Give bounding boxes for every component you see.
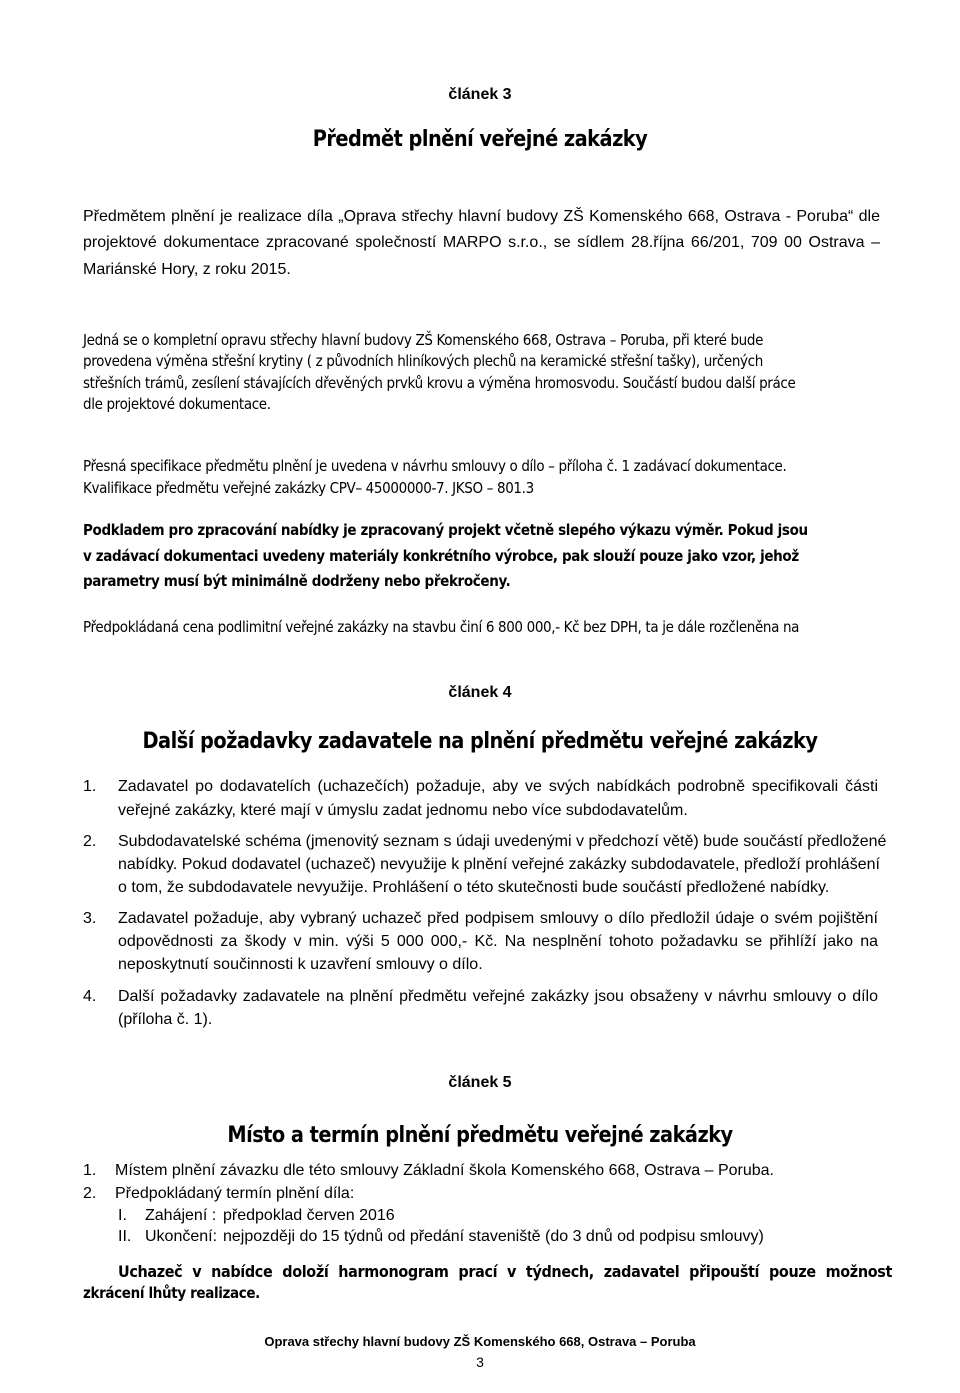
- term-1-value: předpoklad červen 2016: [223, 1207, 395, 1224]
- a4-item-3-number: 3.: [83, 910, 97, 927]
- a4-item-4-line-1: Další požadavky zadavatele na plnění předmětu veřejné zakázky jsou obsaženy v návrhu smlouvy o dílo: [118, 988, 878, 1005]
- note-line-2: zkrácení lhůty realizace.: [83, 1284, 260, 1302]
- page-number: 3: [476, 1354, 484, 1370]
- a5-item-1-text: Místem plnění závazku dle této smlouvy Základní škola Komenského 668, Ostrava – Poruba.: [115, 1162, 774, 1179]
- basis-line-3: parametry musí být minimálně dodrženy nebo překročeny.: [83, 572, 511, 590]
- article-5-label: článek 5: [448, 1074, 512, 1091]
- price-line: Předpokládaná cena podlimitní veřejné zakázky na stavbu činí 6 800 000,- Kč bez DPH, ta je dále rozčleněna na: [83, 618, 800, 636]
- basis-line-2: v zadávací dokumentaci uvedeny materiály konkrétního výrobce, pak slouží pouze jako vzor, jehož: [83, 547, 799, 565]
- a4-item-3-line-2: odpovědnosti za škody v min. výši 5 000 000,- Kč. Na nesplnění tohoto požadavku se přihlíží jako na: [118, 933, 878, 950]
- basis-line-1: Podkladem pro zpracování nabídky je zpracovaný projekt včetně slepého výkazu výměr. Pokud jsou: [83, 521, 808, 539]
- a4-item-2-number: 2.: [83, 833, 97, 850]
- a4-item-1-line-1: Zadavatel po dodavatelích (uchazečích) požaduje, aby ve svých nabídkách podrobně specifikovali části: [118, 778, 878, 795]
- desc-line-4: dle projektové dokumentace.: [83, 395, 271, 413]
- a4-item-2-line-1: Subdodavatelské schéma (jmenovitý seznam s údaji uvedenými v předchozí větě) bude součástí předložené: [118, 833, 887, 850]
- a4-item-1-line-2: veřejné zakázky, které mají v úmyslu zadat jednomu nebo více subdodavatelům.: [118, 802, 688, 819]
- a4-item-4-line-2: (příloha č. 1).: [118, 1011, 213, 1028]
- a5-item-2-number: 2.: [83, 1185, 97, 1202]
- term-1-number: I.: [118, 1207, 127, 1224]
- a4-item-3-line-1: Zadavatel požaduje, aby vybraný uchazeč před podpisem smlouvy o dílo předložil údaje o svém pojištění: [118, 910, 878, 927]
- article-4-label: článek 4: [448, 684, 512, 701]
- term-2-number: II.: [118, 1228, 132, 1245]
- a4-item-2-line-2: nabídky. Pokud dodavatel (uchazeč) nevyužije k plnění veřejné zakázky subdodavatele, předloží prohlášení: [118, 856, 880, 873]
- term-1-label: Zahájení :: [145, 1207, 217, 1224]
- intro-line-1: Předmětem plnění je realizace díla „Oprava střechy hlavní budovy ZŠ Komenského 668, Ostrava - Poruba“ dle: [83, 208, 880, 225]
- a5-item-1-number: 1.: [83, 1162, 97, 1179]
- intro-line-2: projektové dokumentace zpracované společností MARPO s.r.o., se sídlem 28.října 66/201, 709 00 Ostrava –: [83, 234, 880, 251]
- intro-line-3: Mariánské Hory, z roku 2015.: [83, 261, 291, 278]
- a4-item-1-number: 1.: [83, 778, 97, 795]
- desc-line-2: provedena výměna střešní krytiny ( z původních hliníkových plechů na keramické střešní tašky), určených: [83, 352, 763, 370]
- article-4-title: Další požadavky zadavatele na plnění předmětu veřejné zakázky: [142, 729, 818, 754]
- article-3-title: Předmět plnění veřejné zakázky: [312, 127, 648, 152]
- term-2-value: nejpozději do 15 týdnů od předání staveniště (do 3 dnů od podpisu smlouvy): [223, 1228, 764, 1245]
- desc-line-3: střešních trámů, zesílení stávajících dřevěných prvků krovu a výměna hromosvodu. Součástí budou další práce: [83, 374, 796, 392]
- article-3-label: článek 3: [448, 86, 512, 103]
- article-5-title: Místo a termín plnění předmětu veřejné zakázky: [227, 1123, 733, 1148]
- a4-item-2-line-3: o tom, že subdodavatele nevyužije. Prohlášení o této skutečnosti bude součástí předložené nabídky.: [118, 879, 830, 896]
- desc-line-1: Jedná se o kompletní opravu střechy hlavní budovy ZŠ Komenského 668, Ostrava – Poruba, při které bude: [83, 331, 764, 349]
- spec-line-1: Přesná specifikace předmětu plnění je uvedena v návrhu smlouvy o dílo – příloha č. 1 zadávací dokumentace.: [83, 457, 787, 475]
- note-line-1: Uchazeč v nabídce doloží harmonogram prací v týdnech, zadavatel připouští pouze možnost: [118, 1262, 892, 1281]
- footer-text: Oprava střechy hlavní budovy ZŠ Komenského 668, Ostrava – Poruba: [264, 1334, 696, 1349]
- a4-item-3-line-3: neposkytnutí součinnosti k uzavření smlouvy o dílo.: [118, 956, 483, 973]
- a4-item-4-number: 4.: [83, 988, 97, 1005]
- spec-line-2: Kvalifikace předmětu veřejné zakázky CPV– 45000000-7. JKSO – 801.3: [83, 479, 534, 497]
- a5-item-2-text: Předpokládaný termín plnění díla:: [115, 1185, 355, 1202]
- term-2-label: Ukončení:: [145, 1228, 218, 1245]
